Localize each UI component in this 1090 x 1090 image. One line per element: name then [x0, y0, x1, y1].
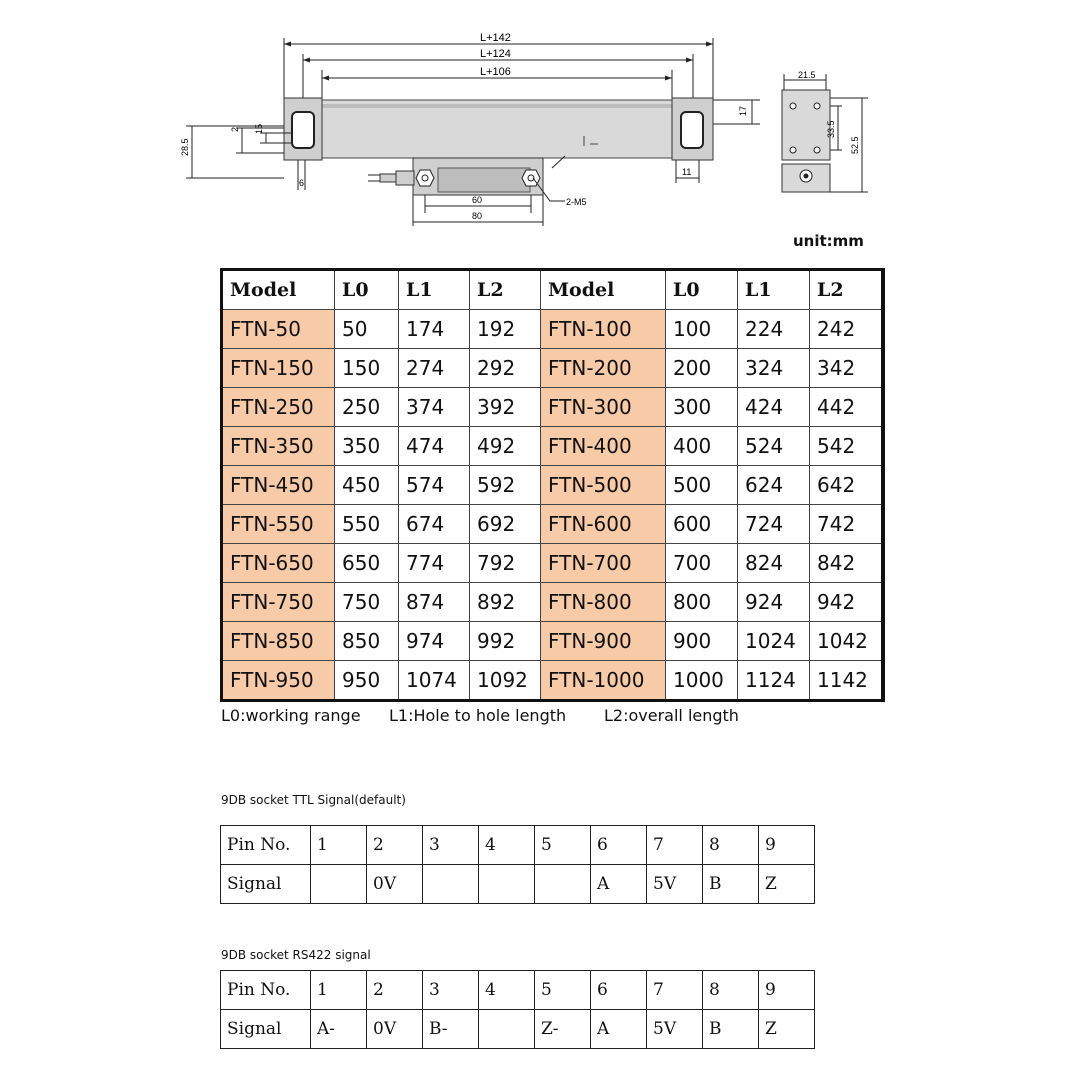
- pin-number-cell: 8: [703, 826, 759, 865]
- signal-cell: [311, 865, 367, 904]
- dimension-cell: 824: [738, 544, 810, 583]
- dimension-cell: 974: [399, 622, 470, 661]
- dimension-cell: 700: [666, 544, 738, 583]
- header-l2-1: L2: [470, 270, 541, 310]
- dimension-cell: 274: [399, 349, 470, 388]
- pin-number-cell: 7: [647, 826, 703, 865]
- model-cell: FTN-850: [222, 622, 335, 661]
- table-row: [222, 661, 884, 701]
- unit-label: unit:mm: [793, 232, 864, 250]
- dimension-cell: 300: [666, 388, 738, 427]
- table-row: [222, 505, 884, 544]
- dimension-cell: 374: [399, 388, 470, 427]
- dimension-cell: 292: [470, 349, 541, 388]
- signal-cell: A: [591, 1010, 647, 1049]
- dimension-cell: 842: [810, 544, 884, 583]
- model-cell: FTN-750: [222, 583, 335, 622]
- pin-number-cell: 1: [311, 971, 367, 1010]
- dimension-cell: 492: [470, 427, 541, 466]
- dimension-cell: 174: [399, 310, 470, 349]
- dimension-cell: 442: [810, 388, 884, 427]
- ttl-signal-row: [221, 865, 815, 904]
- dimension-cell: 1074: [399, 661, 470, 701]
- pin-number-cell: 3: [423, 826, 479, 865]
- signal-cell: Z-: [535, 1010, 591, 1049]
- legend-l1: L1:Hole to hole length: [389, 706, 567, 725]
- legend-l0: L0:working range: [221, 706, 361, 725]
- dimension-cell: 200: [666, 349, 738, 388]
- pin-number-cell: 8: [703, 971, 759, 1010]
- dimension-cell: 324: [738, 349, 810, 388]
- dimension-cell: 1092: [470, 661, 541, 701]
- model-cell: FTN-300: [541, 388, 666, 427]
- pin-number-cell: 7: [647, 971, 703, 1010]
- model-cell: FTN-250: [222, 388, 335, 427]
- dimension-cell: 550: [335, 505, 399, 544]
- dimension-cell: 424: [738, 388, 810, 427]
- dimension-cell: 542: [810, 427, 884, 466]
- dim-height-left: 28.5: [180, 138, 190, 156]
- header-l1-2: L1: [738, 270, 810, 310]
- dimension-cell: 50: [335, 310, 399, 349]
- dim-end-width: 21.5: [798, 70, 816, 80]
- ttl-pin-label: Pin No.: [221, 826, 311, 865]
- pin-number-cell: 3: [423, 971, 479, 1010]
- table-row: [222, 622, 884, 661]
- dimension-cell: 692: [470, 505, 541, 544]
- dim-side-11: 11: [682, 167, 692, 177]
- dimension-cell: 774: [399, 544, 470, 583]
- pin-number-cell: 4: [479, 826, 535, 865]
- dimension-cell: 924: [738, 583, 810, 622]
- rs422-signal-row: [221, 1010, 815, 1049]
- model-cell: FTN-450: [222, 466, 335, 505]
- pin-number-cell: 5: [535, 971, 591, 1010]
- scale-body: [284, 100, 713, 158]
- model-cell: FTN-650: [222, 544, 335, 583]
- header-l1-1: L1: [399, 270, 470, 310]
- pin-number-cell: 6: [591, 826, 647, 865]
- dim-screw: 2-M5: [566, 197, 587, 207]
- dimension-cell: 192: [470, 310, 541, 349]
- rs422-table-title: 9DB socket RS422 signal: [221, 948, 371, 962]
- dim-slot-15: 15: [254, 123, 264, 134]
- dimension-cell: 992: [470, 622, 541, 661]
- signal-cell: Z: [759, 1010, 815, 1049]
- model-cell: FTN-900: [541, 622, 666, 661]
- pin-number-cell: 6: [591, 971, 647, 1010]
- dimension-cell: 400: [666, 427, 738, 466]
- rs422-pin-table: [220, 970, 815, 1049]
- dimension-cell: 100: [666, 310, 738, 349]
- dimension-cell: 600: [666, 505, 738, 544]
- signal-cell: [423, 865, 479, 904]
- model-cell: FTN-1000: [541, 661, 666, 701]
- dimension-cell: 342: [810, 349, 884, 388]
- dimension-cell: 1024: [738, 622, 810, 661]
- model-cell: FTN-50: [222, 310, 335, 349]
- model-cell: FTN-500: [541, 466, 666, 505]
- signal-cell: B: [703, 865, 759, 904]
- dimension-cell: 900: [666, 622, 738, 661]
- dim-overall: L+142: [480, 32, 511, 44]
- dim-edge-6: 6: [299, 178, 305, 188]
- dimension-cell: 500: [666, 466, 738, 505]
- pin-number-cell: 1: [311, 826, 367, 865]
- dimension-cell: 574: [399, 466, 470, 505]
- pin-number-cell: 9: [759, 826, 815, 865]
- scale-dimension-drawing: [170, 28, 890, 233]
- signal-cell: B: [703, 1010, 759, 1049]
- header-model-2: Model: [541, 270, 666, 310]
- dimension-cell: 1042: [810, 622, 884, 661]
- ttl-signal-label: Signal: [221, 865, 311, 904]
- dimension-cell: 742: [810, 505, 884, 544]
- header-model-1: Model: [222, 270, 335, 310]
- table-row: [222, 544, 884, 583]
- table-row: [222, 388, 884, 427]
- dimension-cell: 1000: [666, 661, 738, 701]
- header-l0-1: L0: [335, 270, 399, 310]
- dimension-cell: 892: [470, 583, 541, 622]
- ttl-pin-row: [221, 826, 815, 865]
- legend-l2: L2:overall length: [604, 706, 739, 725]
- ttl-table-title: 9DB socket TTL Signal(default): [221, 793, 406, 807]
- dimension-cell: 750: [335, 583, 399, 622]
- signal-cell: A: [591, 865, 647, 904]
- dimension-cell: 624: [738, 466, 810, 505]
- dimension-cell: 1124: [738, 661, 810, 701]
- dim-working: L+106: [480, 66, 511, 78]
- signal-cell: [535, 865, 591, 904]
- end-view-block: [782, 90, 830, 160]
- dim-end-33-5: 33.5: [826, 120, 836, 138]
- model-cell: FTN-600: [541, 505, 666, 544]
- dimension-cell: 642: [810, 466, 884, 505]
- dimension-cell: 150: [335, 349, 399, 388]
- dimension-cell: 850: [335, 622, 399, 661]
- model-cell: FTN-700: [541, 544, 666, 583]
- pin-number-cell: 9: [759, 971, 815, 1010]
- signal-cell: 5V: [647, 1010, 703, 1049]
- model-cell: FTN-550: [222, 505, 335, 544]
- model-cell: FTN-800: [541, 583, 666, 622]
- signal-cell: 0V: [367, 1010, 423, 1049]
- model-cell: FTN-200: [541, 349, 666, 388]
- table-row: [222, 310, 884, 349]
- dimension-cell: 392: [470, 388, 541, 427]
- header-l0-2: L0: [666, 270, 738, 310]
- model-dimension-table: [220, 268, 885, 702]
- model-cell: FTN-150: [222, 349, 335, 388]
- dimension-cell: 874: [399, 583, 470, 622]
- signal-cell: [479, 865, 535, 904]
- dimension-cell: 724: [738, 505, 810, 544]
- rs422-pin-label: Pin No.: [221, 971, 311, 1010]
- rs422-pin-row: [221, 971, 815, 1010]
- table-row: [222, 466, 884, 505]
- dimension-cell: 524: [738, 427, 810, 466]
- table-row: [222, 349, 884, 388]
- dimension-cell: 450: [335, 466, 399, 505]
- dimension-cell: 250: [335, 388, 399, 427]
- dimension-cell: 224: [738, 310, 810, 349]
- table-header-row: [222, 270, 884, 310]
- dim-reader-60: 60: [472, 195, 483, 205]
- model-cell: FTN-400: [541, 427, 666, 466]
- dim-end-52-5: 52.5: [850, 136, 860, 154]
- model-cell: FTN-350: [222, 427, 335, 466]
- signal-cell: 0V: [367, 865, 423, 904]
- model-cell: FTN-100: [541, 310, 666, 349]
- ttl-pin-table: [220, 825, 815, 904]
- dimension-cell: 674: [399, 505, 470, 544]
- signal-cell: Z: [759, 865, 815, 904]
- dimension-cell: 592: [470, 466, 541, 505]
- pin-number-cell: 2: [367, 971, 423, 1010]
- pin-number-cell: 2: [367, 826, 423, 865]
- dimension-cell: 350: [335, 427, 399, 466]
- pin-number-cell: 5: [535, 826, 591, 865]
- dim-offset-2: 2: [230, 126, 240, 132]
- dim-block-17: 17: [738, 105, 748, 116]
- dimension-cell: 942: [810, 583, 884, 622]
- table-row: [222, 427, 884, 466]
- model-cell: FTN-950: [222, 661, 335, 701]
- signal-cell: 5V: [647, 865, 703, 904]
- rs422-signal-label: Signal: [221, 1010, 311, 1049]
- dimension-cell: 950: [335, 661, 399, 701]
- dimension-cell: 650: [335, 544, 399, 583]
- dim-hole-to-hole: L+124: [480, 48, 511, 60]
- dimension-cell: 242: [810, 310, 884, 349]
- table-row: [222, 583, 884, 622]
- dimension-cell: 792: [470, 544, 541, 583]
- dim-reader-80: 80: [472, 211, 483, 221]
- dimension-cell: 1142: [810, 661, 884, 701]
- header-l2-2: L2: [810, 270, 884, 310]
- signal-cell: B-: [423, 1010, 479, 1049]
- dimension-cell: 474: [399, 427, 470, 466]
- pin-number-cell: 4: [479, 971, 535, 1010]
- signal-cell: [479, 1010, 535, 1049]
- signal-cell: A-: [311, 1010, 367, 1049]
- dimension-cell: 800: [666, 583, 738, 622]
